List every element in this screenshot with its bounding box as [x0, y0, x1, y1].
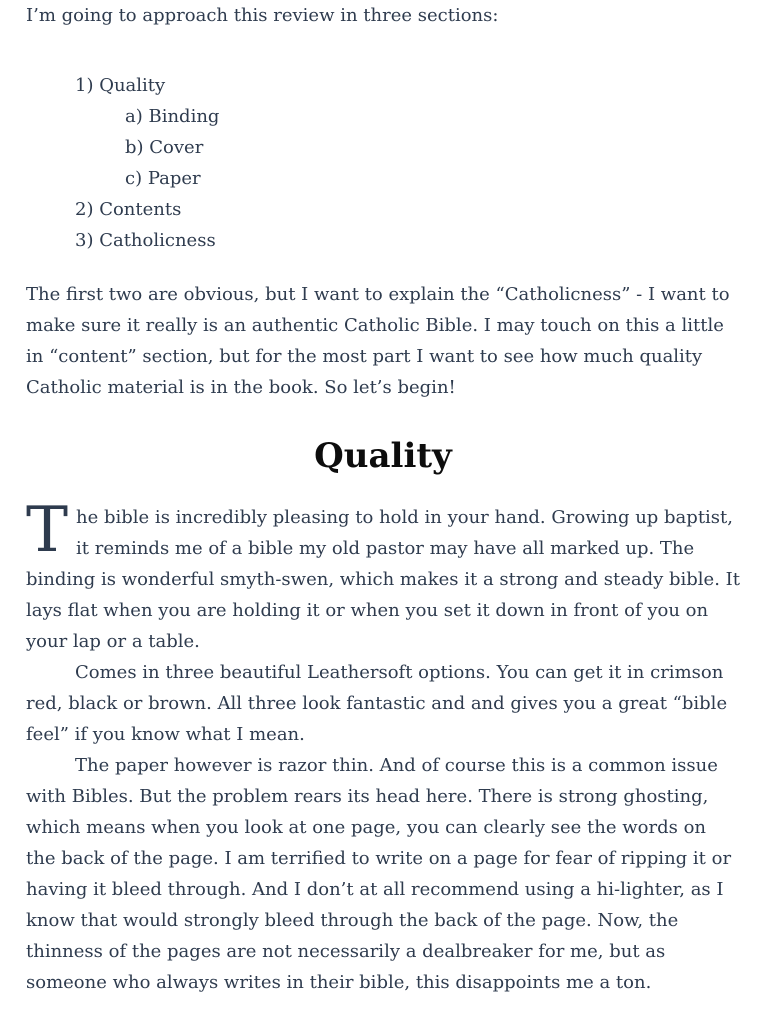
outline-item-binding: a) Binding [125, 106, 220, 127]
binding-paragraph [26, 493, 740, 657]
review-outline [26, 70, 740, 256]
outline-item-contents: 2) Contents [75, 199, 182, 220]
explainer-paragraph: The first two are obvious, but I want to explain the “Catholicness” - I want to make sure it really is an authentic Catholic Bible. I may touch on this a little in “content” section, but for the most part I want to see how much quality Catholic material is in the book. So let’s begin! [26, 284, 730, 398]
outline-item-quality: 1) Quality [75, 75, 166, 96]
cover-options-paragraph: Comes in three beautiful Leathersoft options. You can get it in crimson red, black or brown. All three look fantastic and and gives you a great “bible feel” if you know what I mean. [26, 662, 728, 745]
quality-section-body [26, 493, 740, 998]
outline-item-paper: c) Paper [125, 168, 201, 189]
drop-cap: T [26, 493, 69, 566]
outline-item-cover: b) Cover [125, 137, 204, 158]
paper-quality-paragraph: The paper however is razor thin. And of course this is a common issue with Bibles. But the problem rears its head here. There is strong ghosting, which means when you look at one page, you can clearly see the words on the back of the page. I am terrified to write on a page for fear of ripping it or having it bleed through. And I don’t at all recommend using a hi-lighter, as I know that would strongly bleed through the back of the page. Now, the thinness of the pages are not necessarily a dealbreaker for me, but as someone who always writes in their bible, this disappoints me a ton. [26, 755, 732, 993]
outline-item-catholicness: 3) Catholicness [75, 230, 216, 251]
quality-section-heading: Quality [314, 436, 452, 476]
binding-paragraph-text: he bible is incredibly pleasing to hold in your hand. Growing up baptist, it reminds me of a bible my old pastor may have all marked up. The binding is wonderful smyth-swen, which makes it a strong and steady bible. It lays flat when you are holding it or when you set it down in front of you on your lap or a table. [26, 507, 740, 652]
intro-paragraph: I’m going to approach this review in three sections: [26, 5, 499, 26]
